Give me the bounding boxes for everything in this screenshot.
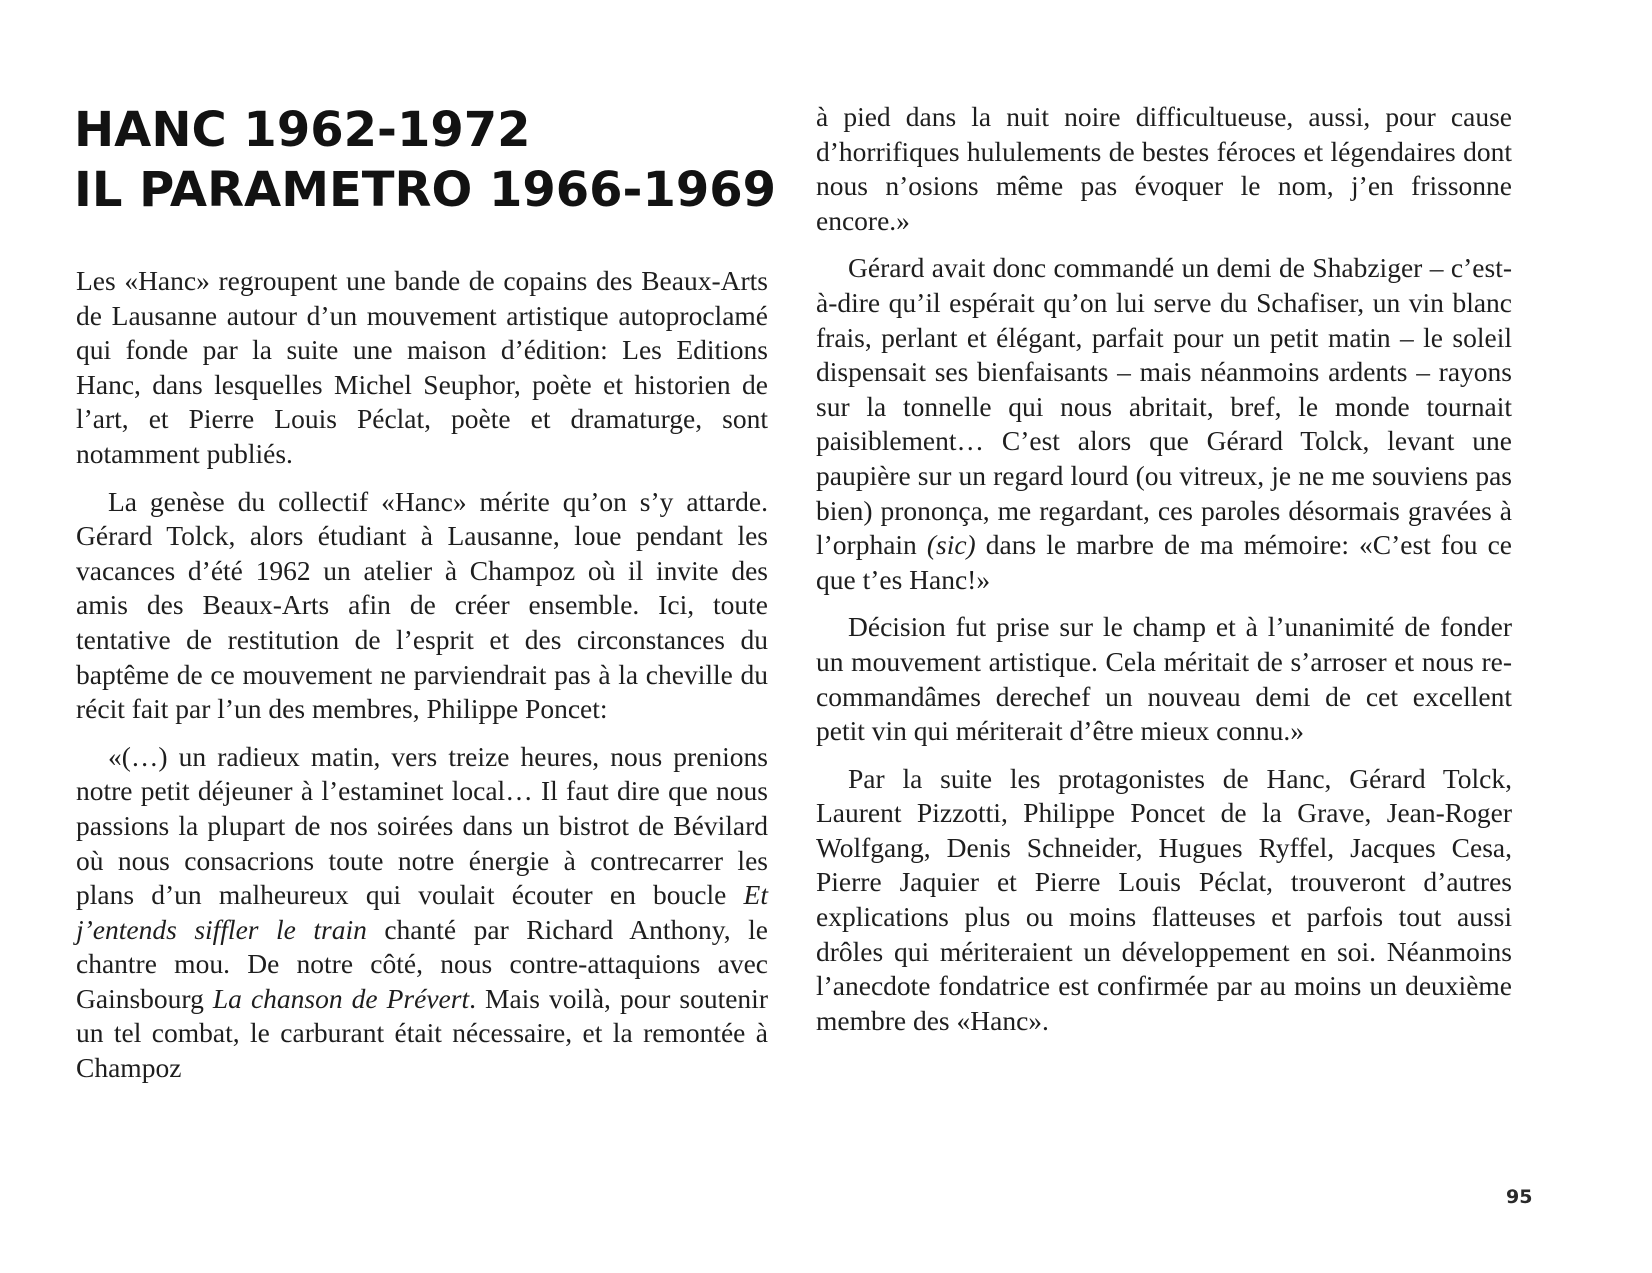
song-title-prevert: La chanson de Prévert <box>212 982 470 1014</box>
song-title-train: Et j’entends siffler le train <box>76 879 768 945</box>
quote-text-a: «(…) un radieux matin, vers treize heures, nous prenions notre petit déjeuner à l’estaminet local… Il faut dire que nous passions la plupart de nos soirées dans un bistrot de Bévilard où nous consacrions toute notre énergie à contrecarrer les plans d’un malheureux qui voulait écouter en boucle <box>76 740 768 911</box>
shabziger-text-b: dans le marbre de ma mémoire: «C’est fou ce que t’es Hanc!» <box>816 529 1512 595</box>
paragraph-genesis: La genèse du collectif «Hanc» mérite qu’on s’y attarde. Gérard Tolck, alors étudiant à Lausanne, loue pendant les vacances d’été 1962 un atelier à Champoz où il invite des amis des Beaux-Arts afin de créer ensemble. Ici, toute tentative de restitution de l’esprit et des circonstances du baptême de ce mouvement ne parviendrait pas à la cheville du récit fait par l’un des membres, Philippe Poncet: <box>76 485 768 725</box>
quote-text-c: . Mais voilà, pour soutenir un tel combat, le carburant était nécessaire, et la remontée à Champoz <box>76 982 768 1084</box>
paragraph-protagonists: Par la suite les protagonistes de Hanc, Gérard Tolck, Laurent Pizzotti, Philippe Poncet de la Grave, Jean-Roger Wolfgang, Denis Schneider, Hugues Ryffel, Jacques Cesa, Pierre Jaquier et Pierre Louis Péclat, trouveront d’autres explications plus ou moins flatteuses et parfois tout aussi drôles qui mériteraient un développement en soi. Néanmoins l’anecdote fondatrice est confirmée par au moins un deuxième membre des «Hanc». <box>816 762 1512 1036</box>
heading-line-2: IL PARAMETRO 1966-1969 <box>74 162 777 218</box>
right-column <box>816 100 1512 1038</box>
paragraph-intro: Les «Hanc» regroupent une bande de copains des Beaux-Arts de Lausanne autour d’un mouvement artistique autoproclamé qui fonde par la suite une maison d’édition: Les Editions Hanc, dans lesquelles Michel Seuphor, poète et historien de l’art, et Pierre Louis Péclat, poète et dramaturge, sont notamment publiés. <box>76 265 768 469</box>
page-number: 95 <box>1506 1186 1533 1208</box>
left-column <box>76 264 768 1086</box>
quote-text-b: chanté par Richard Anthony, le chantre mou. De notre côté, nous contre-attaquions avec Gainsbourg <box>76 913 768 1014</box>
paragraph-quote-start <box>76 740 768 1086</box>
paragraph-decision: Décision fut prise sur le champ et à l’unanimité de fonder un mouvement artistique. Cela méritait de s’arroser et nous re-commandâmes derechef un nouveau demi de cet excellent petit vin qui mériterait d’être mieux connu.» <box>816 611 1512 747</box>
sic-note: (sic) <box>926 529 976 561</box>
chapter-heading <box>74 100 777 220</box>
shabziger-text-a: Gérard avait donc commandé un demi de Shabziger – c’est-à-dire qu’il espérait qu’on lui serve du Schafiser, un vin blanc frais, perlant et élégant, parfait pour un petit matin – le soleil dispensait ses bienfaisants – mais néanmoins ardents – rayons sur la tonnelle qui nous abritait, bref, le monde tournait paisiblement… C’est alors que Gérard Tolck, levant une paupière sur un regard lourd (ou vitreux, je ne me souviens pas bien) prononça, me regardant, ces paroles désormais gravées à l’orphain <box>816 252 1512 561</box>
paragraph-shabziger <box>816 251 1512 597</box>
heading-line-1: HANC 1962-1972 <box>74 102 531 158</box>
paragraph-quote-end: à pied dans la nuit noire difficultueuse, aussi, pour cause d’horrifiques hululements de bestes féroces et légendaires dont nous n’osions même pas évoquer le nom, j’en frissonne encore.» <box>816 101 1512 236</box>
